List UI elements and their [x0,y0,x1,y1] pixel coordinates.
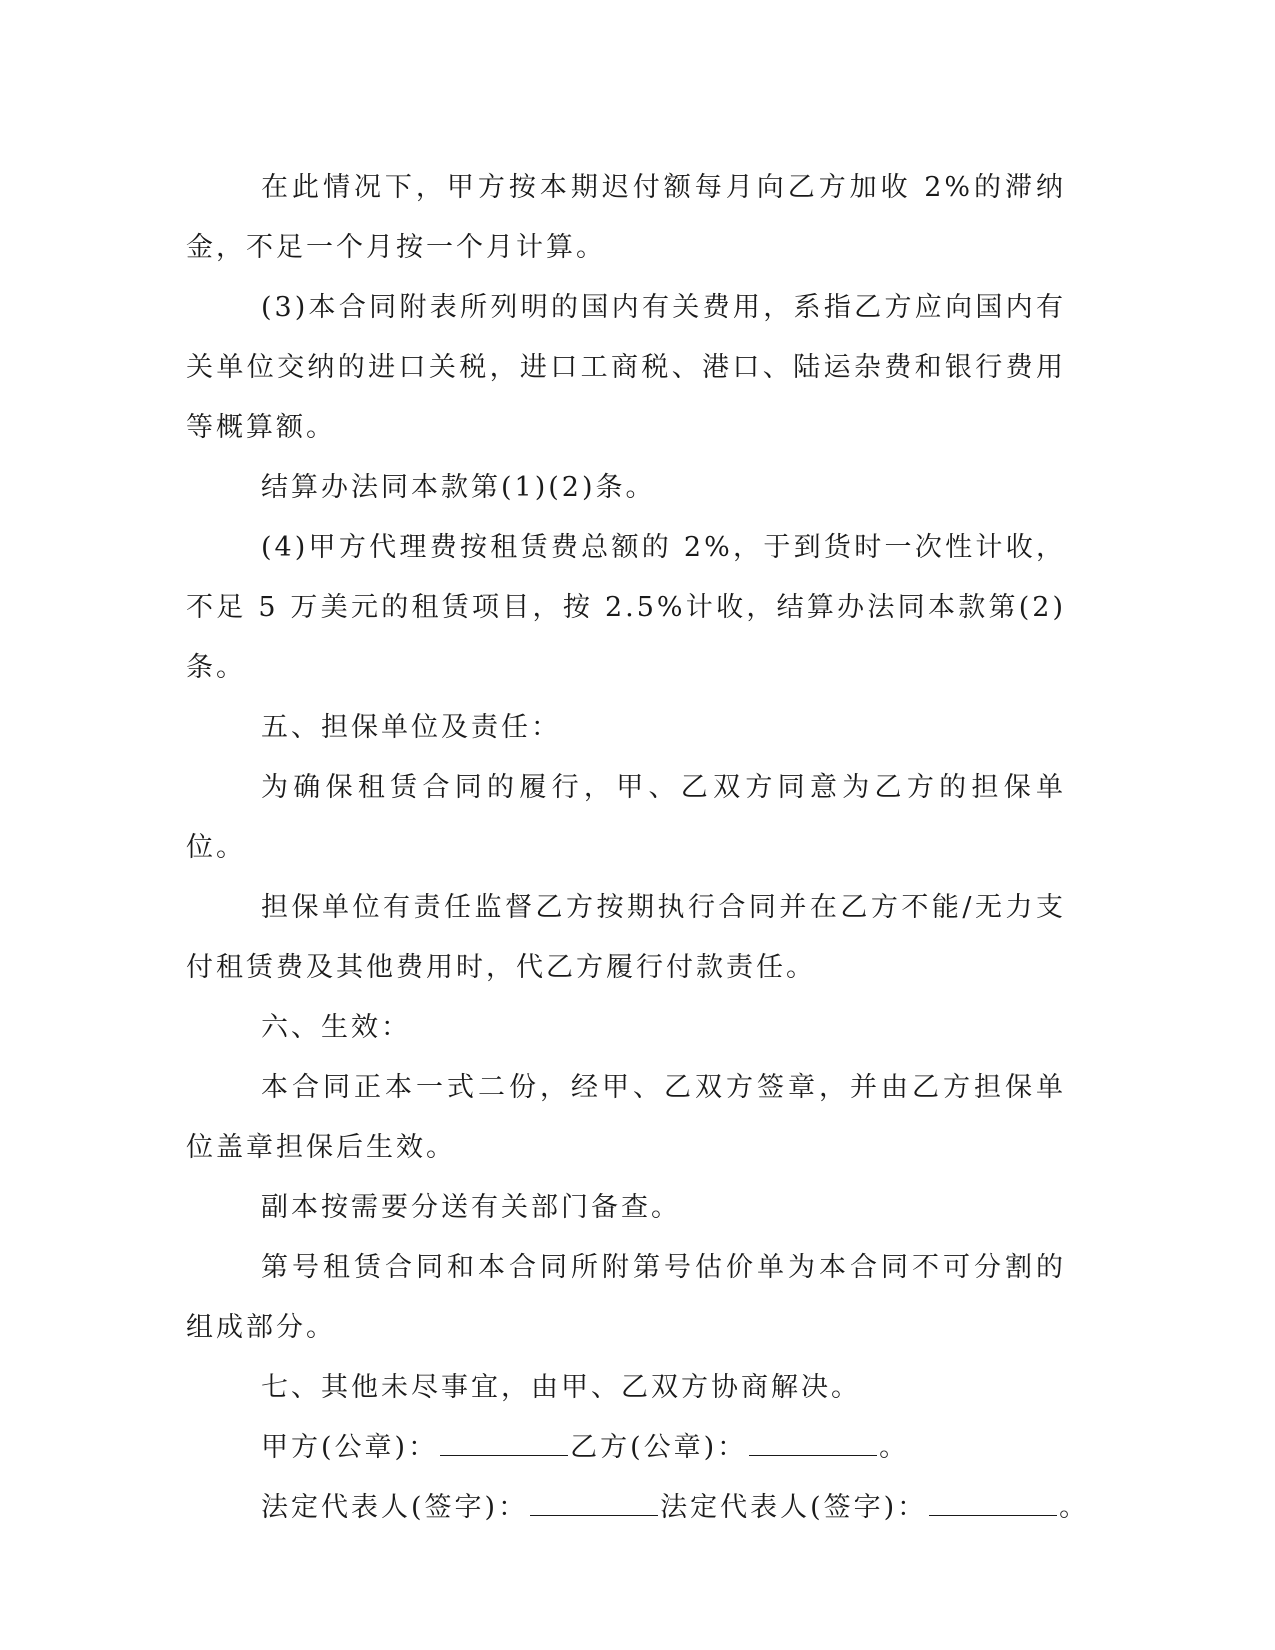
party-a-seal-blank [440,1425,568,1456]
section-heading-other: 七、其他未尽事宜，由甲、乙双方协商解决。 [261,1372,861,1403]
paragraph-duplicates: 副本按需要分送有关部门备查。 [261,1192,681,1223]
paragraph-integral-parts: 第号租赁合同和本合同所附第号估价单为本合同不可分割的组成部分。 [186,1252,1066,1343]
paragraph-agency-fee: (4)甲方代理费按租赁费总额的 2%，于到货时一次性计收，不足 5 万美元的租赁项目，按 2.5%计收，结算办法同本款第(2)条。 [186,532,1066,683]
rep-b-label: 法定代表人(签字)： [660,1492,928,1523]
paragraph-settlement: 结算办法同本款第(1)(2)条。 [261,472,656,503]
end-mark: 。 [879,1432,910,1463]
party-b-seal-label: 乙方(公章)： [570,1432,748,1463]
document-body [186,158,1090,1538]
paragraph-late-fee: 在此情况下，甲方按本期迟付额每月向乙方加收 2%的滞纳金，不足一个月按一个月计算。 [186,172,1066,263]
signature-line-seal [186,1418,1066,1478]
section-heading-guarantee: 五、担保单位及责任： [261,712,561,743]
rep-b-blank [929,1485,1057,1516]
paragraph-guarantor-duty: 担保单位有责任监督乙方按期执行合同并在乙方不能/无力支付租赁费及其他费用时，代乙方履行付款责任。 [186,892,1066,983]
party-a-seal-label: 甲方(公章)： [261,1432,439,1463]
rep-a-blank [530,1485,658,1516]
section-heading-effect: 六、生效： [261,1012,411,1043]
rep-a-label: 法定代表人(签字)： [261,1492,529,1523]
paragraph-original-copies: 本合同正本一式二份，经甲、乙双方签章，并由乙方担保单位盖章担保后生效。 [186,1072,1066,1163]
end-mark: 。 [1059,1492,1090,1523]
paragraph-guarantor: 为确保租赁合同的履行，甲、乙双方同意为乙方的担保单位。 [186,772,1066,863]
paragraph-domestic-fees: (3)本合同附表所列明的国内有关费用，系指乙方应向国内有关单位交纳的进口关税，进口工商税、港口、陆运杂费和银行费用等概算额。 [186,292,1066,443]
party-b-seal-blank [749,1425,877,1456]
signature-line-representative [186,1478,1090,1538]
